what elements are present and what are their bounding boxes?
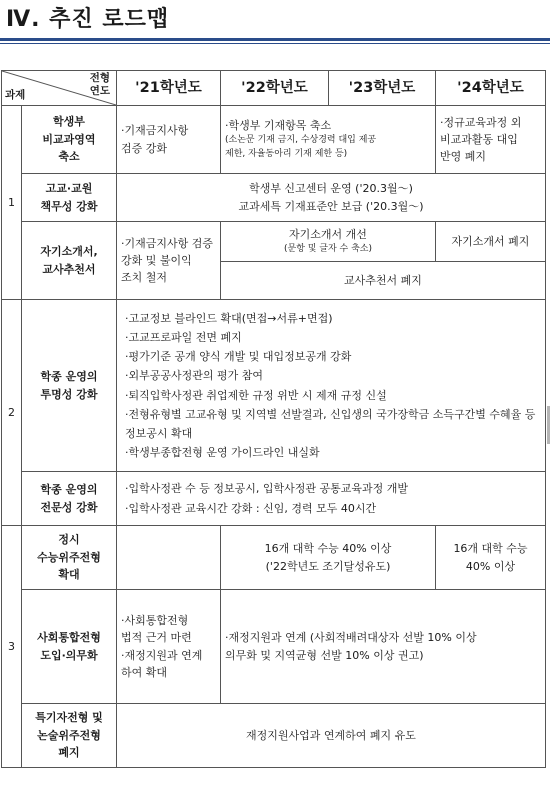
header-row: [2, 71, 546, 106]
cell-main-text: ·학생부 기재항목 축소: [225, 119, 332, 133]
cell-2022-2023: 16개 대학 수능 40% 이상 ('22학년도 조기달성유도): [221, 526, 436, 590]
header-corner-bottom: 과제: [5, 88, 26, 101]
task-label: 학종 운영의 투명성 강화: [22, 300, 117, 472]
header-year: '21학년도: [117, 71, 221, 106]
cell-2022-2024: 교사추천서 폐지: [221, 262, 546, 300]
cell-2024: ·정규교육과정 외 비교과활동 대입 반영 폐지: [436, 106, 546, 174]
table-row: [2, 222, 546, 262]
list-item: ·외부공공사정관의 평가 참여: [125, 369, 264, 383]
cell-2021: [117, 526, 221, 590]
cell-all-years: [117, 300, 546, 472]
section-index: 1: [2, 106, 22, 300]
table-row: [2, 704, 546, 768]
list-item: ·고교프로파일 전면 폐지: [125, 330, 242, 344]
list-item: ·학생부종합전형 운영 가이드라인 내실화: [125, 446, 320, 460]
cell-2022-2023: [221, 222, 436, 262]
cell-all-years: [117, 472, 546, 526]
task-label: 학생부 비교과영역 축소: [22, 106, 117, 174]
header-corner: [2, 71, 117, 106]
cell-2024: 자기소개서 폐지: [436, 222, 546, 262]
cell-2021: ·기재금지사항 검증 강화 및 불이익 조치 철저: [117, 222, 221, 300]
cell-2022-2024: ·재정지원과 연계 (사회적배려대상자 선발 10% 이상 의무화 및 지역균형 선발 10% 이상 권고): [221, 590, 546, 704]
cell-note-text: (소논문 기재 금지, 수상경력 대입 제공 제한, 자율동아리 기재 제한 등): [225, 135, 377, 160]
table-row: [2, 174, 546, 222]
table-row: [2, 590, 546, 704]
cell-note-text: (문항 및 글자 수 축소): [283, 244, 373, 255]
list-item: ·고교정보 블라인드 확대(면접→서류+면접): [125, 311, 333, 325]
list-item: ·퇴직입학사정관 취업제한 규정 위반 시 제재 규정 신설: [125, 388, 387, 402]
header-year: '23학년도: [329, 71, 436, 106]
cell-all-years: [117, 174, 546, 222]
cell-main-text: 자기소개서 개선: [289, 228, 367, 241]
cell-line: 학생부 신고센터 운영 ('20.3월～): [249, 182, 413, 196]
list-item: ·입학사정관 수 등 정보공시, 입학사정관 공통교육과정 개발: [125, 482, 408, 496]
list-item: ·전형유형별 고교유형 및 지역별 선발결과, 신입생의 국가장학금 소득구간별 수혜율 등 정보공시 확대: [125, 407, 536, 440]
cell-2021: ·사회통합전형 법적 근거 마련 ·재정지원과 연계 하여 확대: [117, 590, 221, 704]
title-underline-thin: [0, 43, 550, 44]
task-label: 정시 수능위주전형 확대: [22, 526, 117, 590]
list-item: ·입학사정관 교육시간 강화 : 신임, 경력 모두 40시간: [125, 501, 377, 515]
cell-line: 교과세특 기재표준안 보급 ('20.3월～): [238, 199, 424, 213]
section-index: 3: [2, 526, 22, 768]
header-corner-top: 전형 연도: [89, 72, 110, 97]
table-row: [2, 526, 546, 590]
cell-2022-2023: [221, 106, 436, 174]
page-title: Ⅳ. 추진 로드맵: [6, 7, 170, 32]
task-label: 특기자전형 및 논술위주전형 폐지: [22, 704, 117, 768]
table-row: [2, 106, 546, 174]
cell-2024: 16개 대학 수능 40% 이상: [436, 526, 546, 590]
task-label: 사회통합전형 도입·의무화: [22, 590, 117, 704]
task-label: 고교·교원 책무성 강화: [22, 174, 117, 222]
task-label: 자기소개서, 교사추천서: [22, 222, 117, 300]
table-row: [2, 472, 546, 526]
header-year: '22학년도: [221, 71, 329, 106]
task-label: 학종 운영의 전문성 강화: [22, 472, 117, 526]
header-year: '24학년도: [436, 71, 546, 106]
table-row: [2, 300, 546, 472]
title-underline: [0, 38, 550, 41]
cell-2021: ·기재금지사항 검증 강화: [117, 106, 221, 174]
list-item: ·평가기준 공개 양식 개발 및 대입정보공개 강화: [125, 350, 352, 363]
roadmap-table: [1, 70, 546, 768]
cell-all-years: 재정지원사업과 연계하여 폐지 유도: [117, 704, 546, 768]
section-index: 2: [2, 300, 22, 526]
